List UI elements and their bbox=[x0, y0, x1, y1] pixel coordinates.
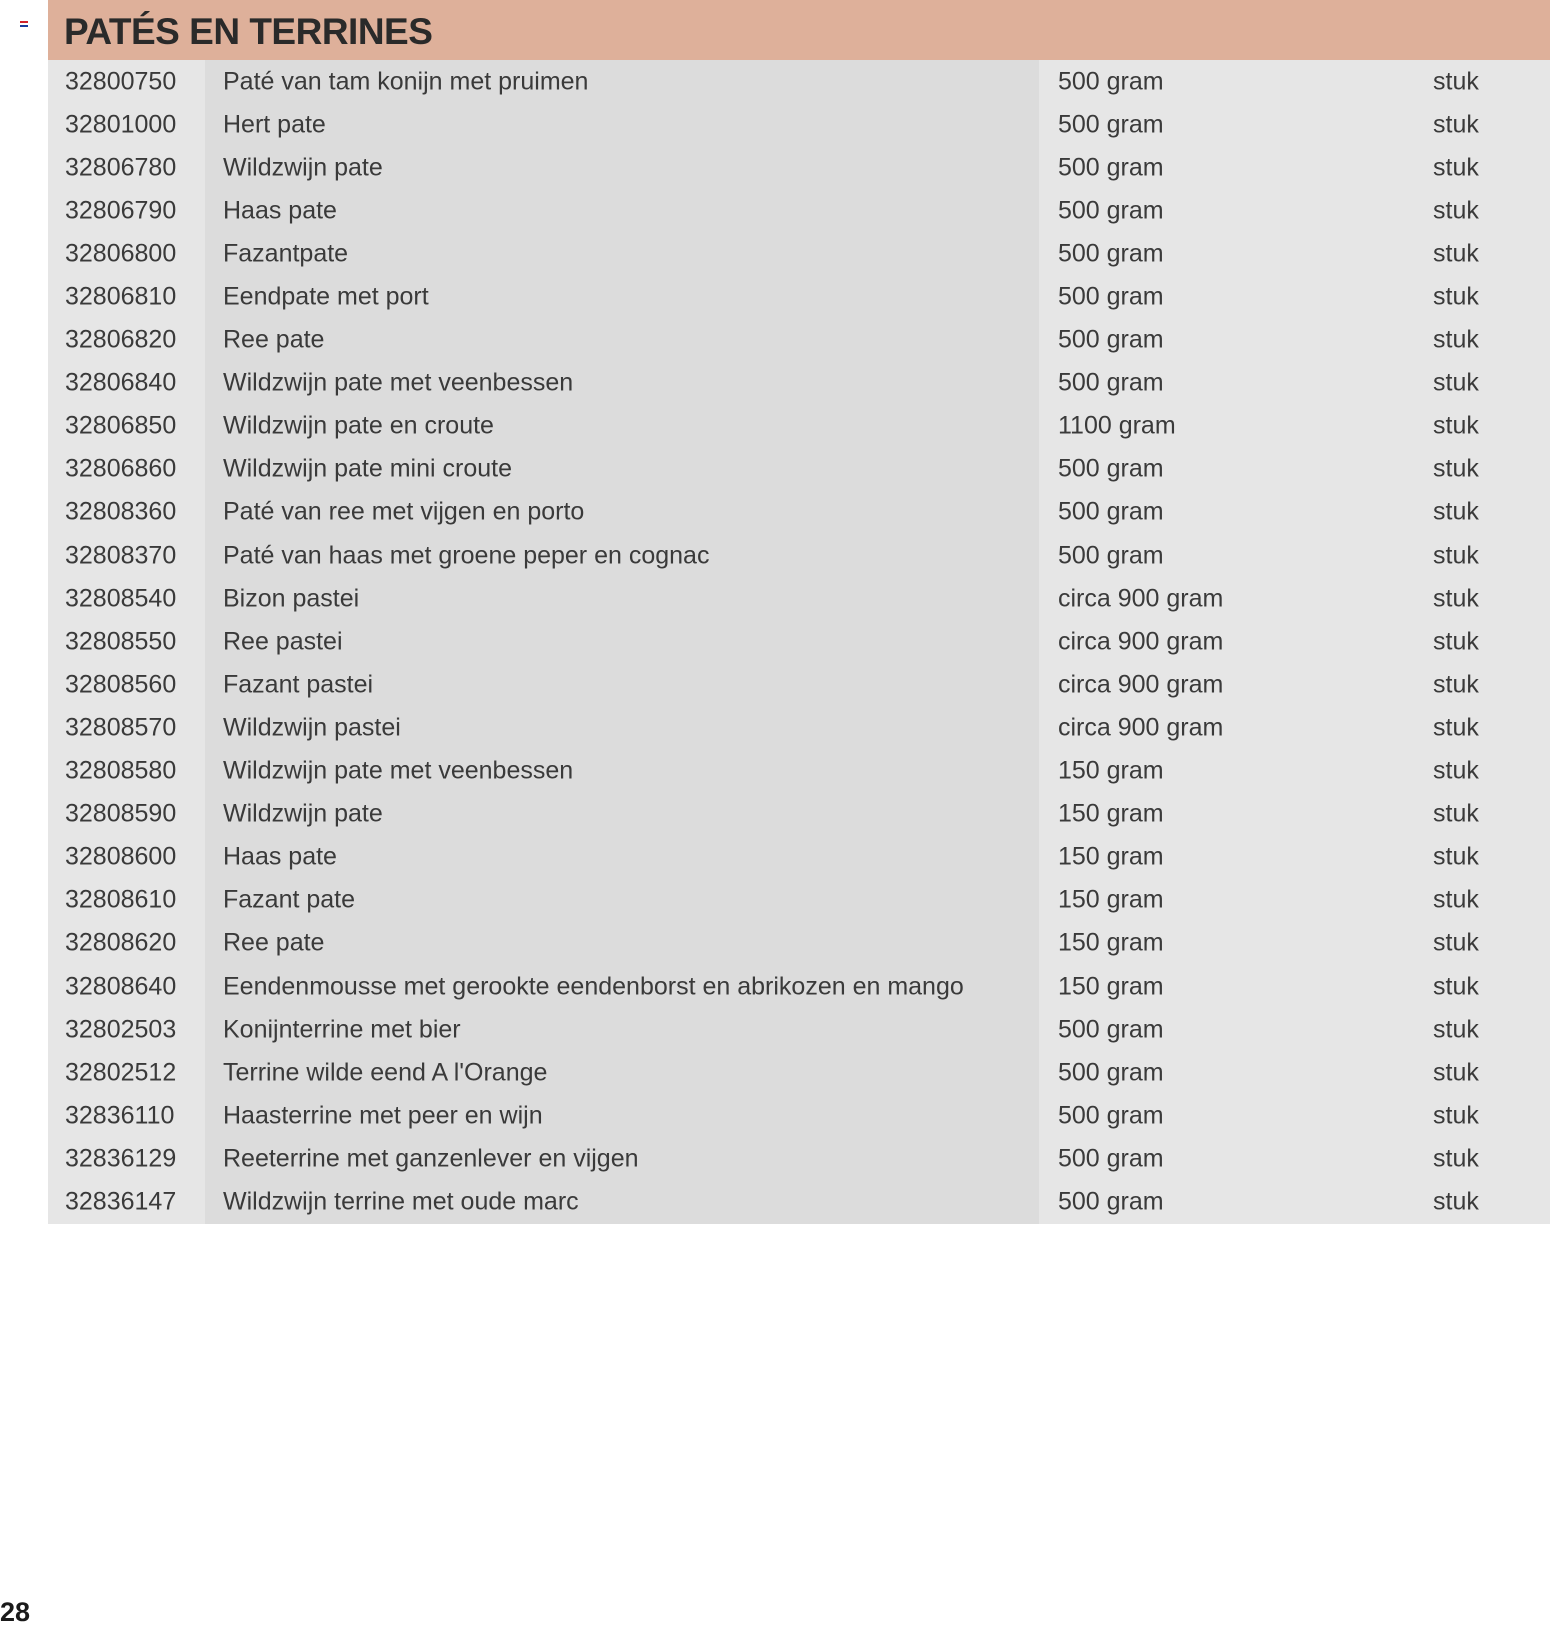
product-unit: stuk bbox=[1433, 670, 1479, 699]
product-code: 32808580 bbox=[65, 756, 177, 785]
product-unit: stuk bbox=[1433, 799, 1479, 828]
product-unit: stuk bbox=[1433, 928, 1479, 957]
table-row bbox=[48, 750, 1550, 793]
product-weight: 1100 gram bbox=[1058, 411, 1176, 440]
product-unit: stuk bbox=[1433, 972, 1479, 1001]
product-code: 32806790 bbox=[65, 196, 177, 225]
table-row bbox=[48, 620, 1550, 663]
product-name: Paté van ree met vijgen en porto bbox=[223, 497, 585, 526]
product-weight: 500 gram bbox=[1058, 454, 1164, 483]
product-code: 32808640 bbox=[65, 972, 177, 1001]
product-unit: stuk bbox=[1433, 1187, 1479, 1216]
table-row bbox=[48, 1137, 1550, 1180]
product-unit: stuk bbox=[1433, 368, 1479, 397]
product-weight: 500 gram bbox=[1058, 1101, 1164, 1130]
product-name: Wildzwijn pate met veenbessen bbox=[223, 756, 574, 785]
product-code: 32808620 bbox=[65, 928, 177, 957]
product-unit: stuk bbox=[1433, 756, 1479, 785]
table-row bbox=[48, 146, 1550, 189]
product-code: 32808360 bbox=[65, 497, 177, 526]
table-row bbox=[48, 103, 1550, 146]
table-row bbox=[48, 793, 1550, 836]
product-name: Hert pate bbox=[223, 110, 326, 139]
product-name: Haasterrine met peer en wijn bbox=[223, 1101, 543, 1130]
product-unit: stuk bbox=[1433, 713, 1479, 742]
product-name: Wildzwijn pastei bbox=[223, 713, 401, 742]
product-weight: 500 gram bbox=[1058, 153, 1164, 182]
table-row bbox=[48, 448, 1550, 491]
product-unit: stuk bbox=[1433, 196, 1479, 225]
product-unit: stuk bbox=[1433, 325, 1479, 354]
product-weight: 500 gram bbox=[1058, 541, 1164, 570]
product-name: Eendpate met port bbox=[223, 282, 429, 311]
product-weight: 150 gram bbox=[1058, 972, 1164, 1001]
product-name: Ree pastei bbox=[223, 627, 343, 656]
product-code: 32808540 bbox=[65, 584, 177, 613]
product-unit: stuk bbox=[1433, 1101, 1479, 1130]
product-weight: 500 gram bbox=[1058, 1187, 1164, 1216]
table-row bbox=[48, 60, 1550, 103]
product-name: Paté van tam konijn met pruimen bbox=[223, 67, 589, 96]
product-weight: 500 gram bbox=[1058, 196, 1164, 225]
product-code: 32806800 bbox=[65, 239, 177, 268]
product-name: Fazant pastei bbox=[223, 670, 374, 699]
product-name: Terrine wilde eend A l'Orange bbox=[223, 1058, 548, 1087]
product-unit: stuk bbox=[1433, 67, 1479, 96]
product-name: Haas pate bbox=[223, 842, 337, 871]
table-row bbox=[48, 189, 1550, 232]
product-unit: stuk bbox=[1433, 1015, 1479, 1044]
product-weight: 500 gram bbox=[1058, 282, 1164, 311]
product-code: 32808370 bbox=[65, 541, 177, 570]
product-unit: stuk bbox=[1433, 627, 1479, 656]
product-weight: 500 gram bbox=[1058, 368, 1164, 397]
product-unit: stuk bbox=[1433, 541, 1479, 570]
product-name: Wildzwijn terrine met oude marc bbox=[223, 1187, 579, 1216]
flag-stripe-blue bbox=[20, 25, 28, 27]
product-name: Eendenmousse met gerookte eendenborst en abrikozen en mango bbox=[223, 972, 964, 1001]
product-code: 32808570 bbox=[65, 713, 177, 742]
product-name: Wildzwijn pate bbox=[223, 799, 383, 828]
product-unit: stuk bbox=[1433, 1144, 1479, 1173]
table-row bbox=[48, 362, 1550, 405]
product-code: 32808560 bbox=[65, 670, 177, 699]
table-row bbox=[48, 836, 1550, 879]
table-row bbox=[48, 232, 1550, 275]
product-code: 32801000 bbox=[65, 110, 177, 139]
product-name: Bizon pastei bbox=[223, 584, 360, 613]
product-unit: stuk bbox=[1433, 1058, 1479, 1087]
table-row bbox=[48, 577, 1550, 620]
product-code: 32806820 bbox=[65, 325, 177, 354]
table-row bbox=[48, 706, 1550, 749]
product-unit: stuk bbox=[1433, 584, 1479, 613]
product-code: 32836129 bbox=[65, 1144, 177, 1173]
product-weight: circa 900 gram bbox=[1058, 713, 1224, 742]
product-weight: 500 gram bbox=[1058, 67, 1164, 96]
product-name: Wildzwijn pate mini croute bbox=[223, 454, 512, 483]
product-name: Ree pate bbox=[223, 325, 325, 354]
product-code: 32806860 bbox=[65, 454, 177, 483]
product-code: 32806850 bbox=[65, 411, 177, 440]
product-code: 32836147 bbox=[65, 1187, 177, 1216]
product-code: 32808610 bbox=[65, 885, 177, 914]
product-code: 32808590 bbox=[65, 799, 177, 828]
product-name: Wildzwijn pate en croute bbox=[223, 411, 494, 440]
product-unit: stuk bbox=[1433, 110, 1479, 139]
product-name: Paté van haas met groene peper en cognac bbox=[223, 541, 710, 570]
product-name: Konijnterrine met bier bbox=[223, 1015, 461, 1044]
product-name: Wildzwijn pate bbox=[223, 153, 383, 182]
table-row bbox=[48, 1008, 1550, 1051]
product-name: Reeterrine met ganzenlever en vijgen bbox=[223, 1144, 639, 1173]
product-weight: circa 900 gram bbox=[1058, 584, 1224, 613]
product-code: 32806840 bbox=[65, 368, 177, 397]
product-code: 32802512 bbox=[65, 1058, 177, 1087]
table-row bbox=[48, 1051, 1550, 1094]
product-name: Fazant pate bbox=[223, 885, 356, 914]
product-unit: stuk bbox=[1433, 454, 1479, 483]
product-weight: 500 gram bbox=[1058, 497, 1164, 526]
product-weight: 500 gram bbox=[1058, 239, 1164, 268]
table-row bbox=[48, 491, 1550, 534]
table-row bbox=[48, 1180, 1550, 1223]
product-name: Haas pate bbox=[223, 196, 337, 225]
section-title: PATÉS EN TERRINES bbox=[64, 11, 433, 52]
table-row bbox=[48, 922, 1550, 965]
product-unit: stuk bbox=[1433, 411, 1479, 440]
table-row bbox=[48, 663, 1550, 706]
product-weight: 150 gram bbox=[1058, 885, 1164, 914]
product-name: Ree pate bbox=[223, 928, 325, 957]
product-code: 32808550 bbox=[65, 627, 177, 656]
table-row bbox=[48, 1094, 1550, 1137]
product-unit: stuk bbox=[1433, 842, 1479, 871]
product-code: 32806780 bbox=[65, 153, 177, 182]
product-weight: 150 gram bbox=[1058, 842, 1164, 871]
table-row bbox=[48, 534, 1550, 577]
section-header bbox=[48, 0, 1550, 60]
product-code: 32806810 bbox=[65, 282, 177, 311]
product-weight: 500 gram bbox=[1058, 1144, 1164, 1173]
product-weight: circa 900 gram bbox=[1058, 670, 1224, 699]
product-code: 32802503 bbox=[65, 1015, 177, 1044]
product-name: Fazantpate bbox=[223, 239, 349, 268]
table-row bbox=[48, 319, 1550, 362]
table-row bbox=[48, 965, 1550, 1008]
page-number: 28 bbox=[0, 1597, 31, 1627]
product-table bbox=[48, 60, 1550, 1224]
product-weight: 150 gram bbox=[1058, 928, 1164, 957]
product-weight: 150 gram bbox=[1058, 799, 1164, 828]
product-weight: 500 gram bbox=[1058, 325, 1164, 354]
product-unit: stuk bbox=[1433, 153, 1479, 182]
product-unit: stuk bbox=[1433, 885, 1479, 914]
product-weight: circa 900 gram bbox=[1058, 627, 1224, 656]
product-weight: 150 gram bbox=[1058, 756, 1164, 785]
product-weight: 500 gram bbox=[1058, 110, 1164, 139]
table-row bbox=[48, 879, 1550, 922]
product-code: 32808600 bbox=[65, 842, 177, 871]
product-weight: 500 gram bbox=[1058, 1015, 1164, 1044]
product-unit: stuk bbox=[1433, 497, 1479, 526]
product-unit: stuk bbox=[1433, 282, 1479, 311]
product-weight: 500 gram bbox=[1058, 1058, 1164, 1087]
table-row bbox=[48, 405, 1550, 448]
product-code: 32800750 bbox=[65, 67, 177, 96]
table-row bbox=[48, 275, 1550, 318]
product-name: Wildzwijn pate met veenbessen bbox=[223, 368, 574, 397]
product-unit: stuk bbox=[1433, 239, 1479, 268]
product-code: 32836110 bbox=[65, 1101, 175, 1130]
flag-icon bbox=[20, 21, 28, 27]
